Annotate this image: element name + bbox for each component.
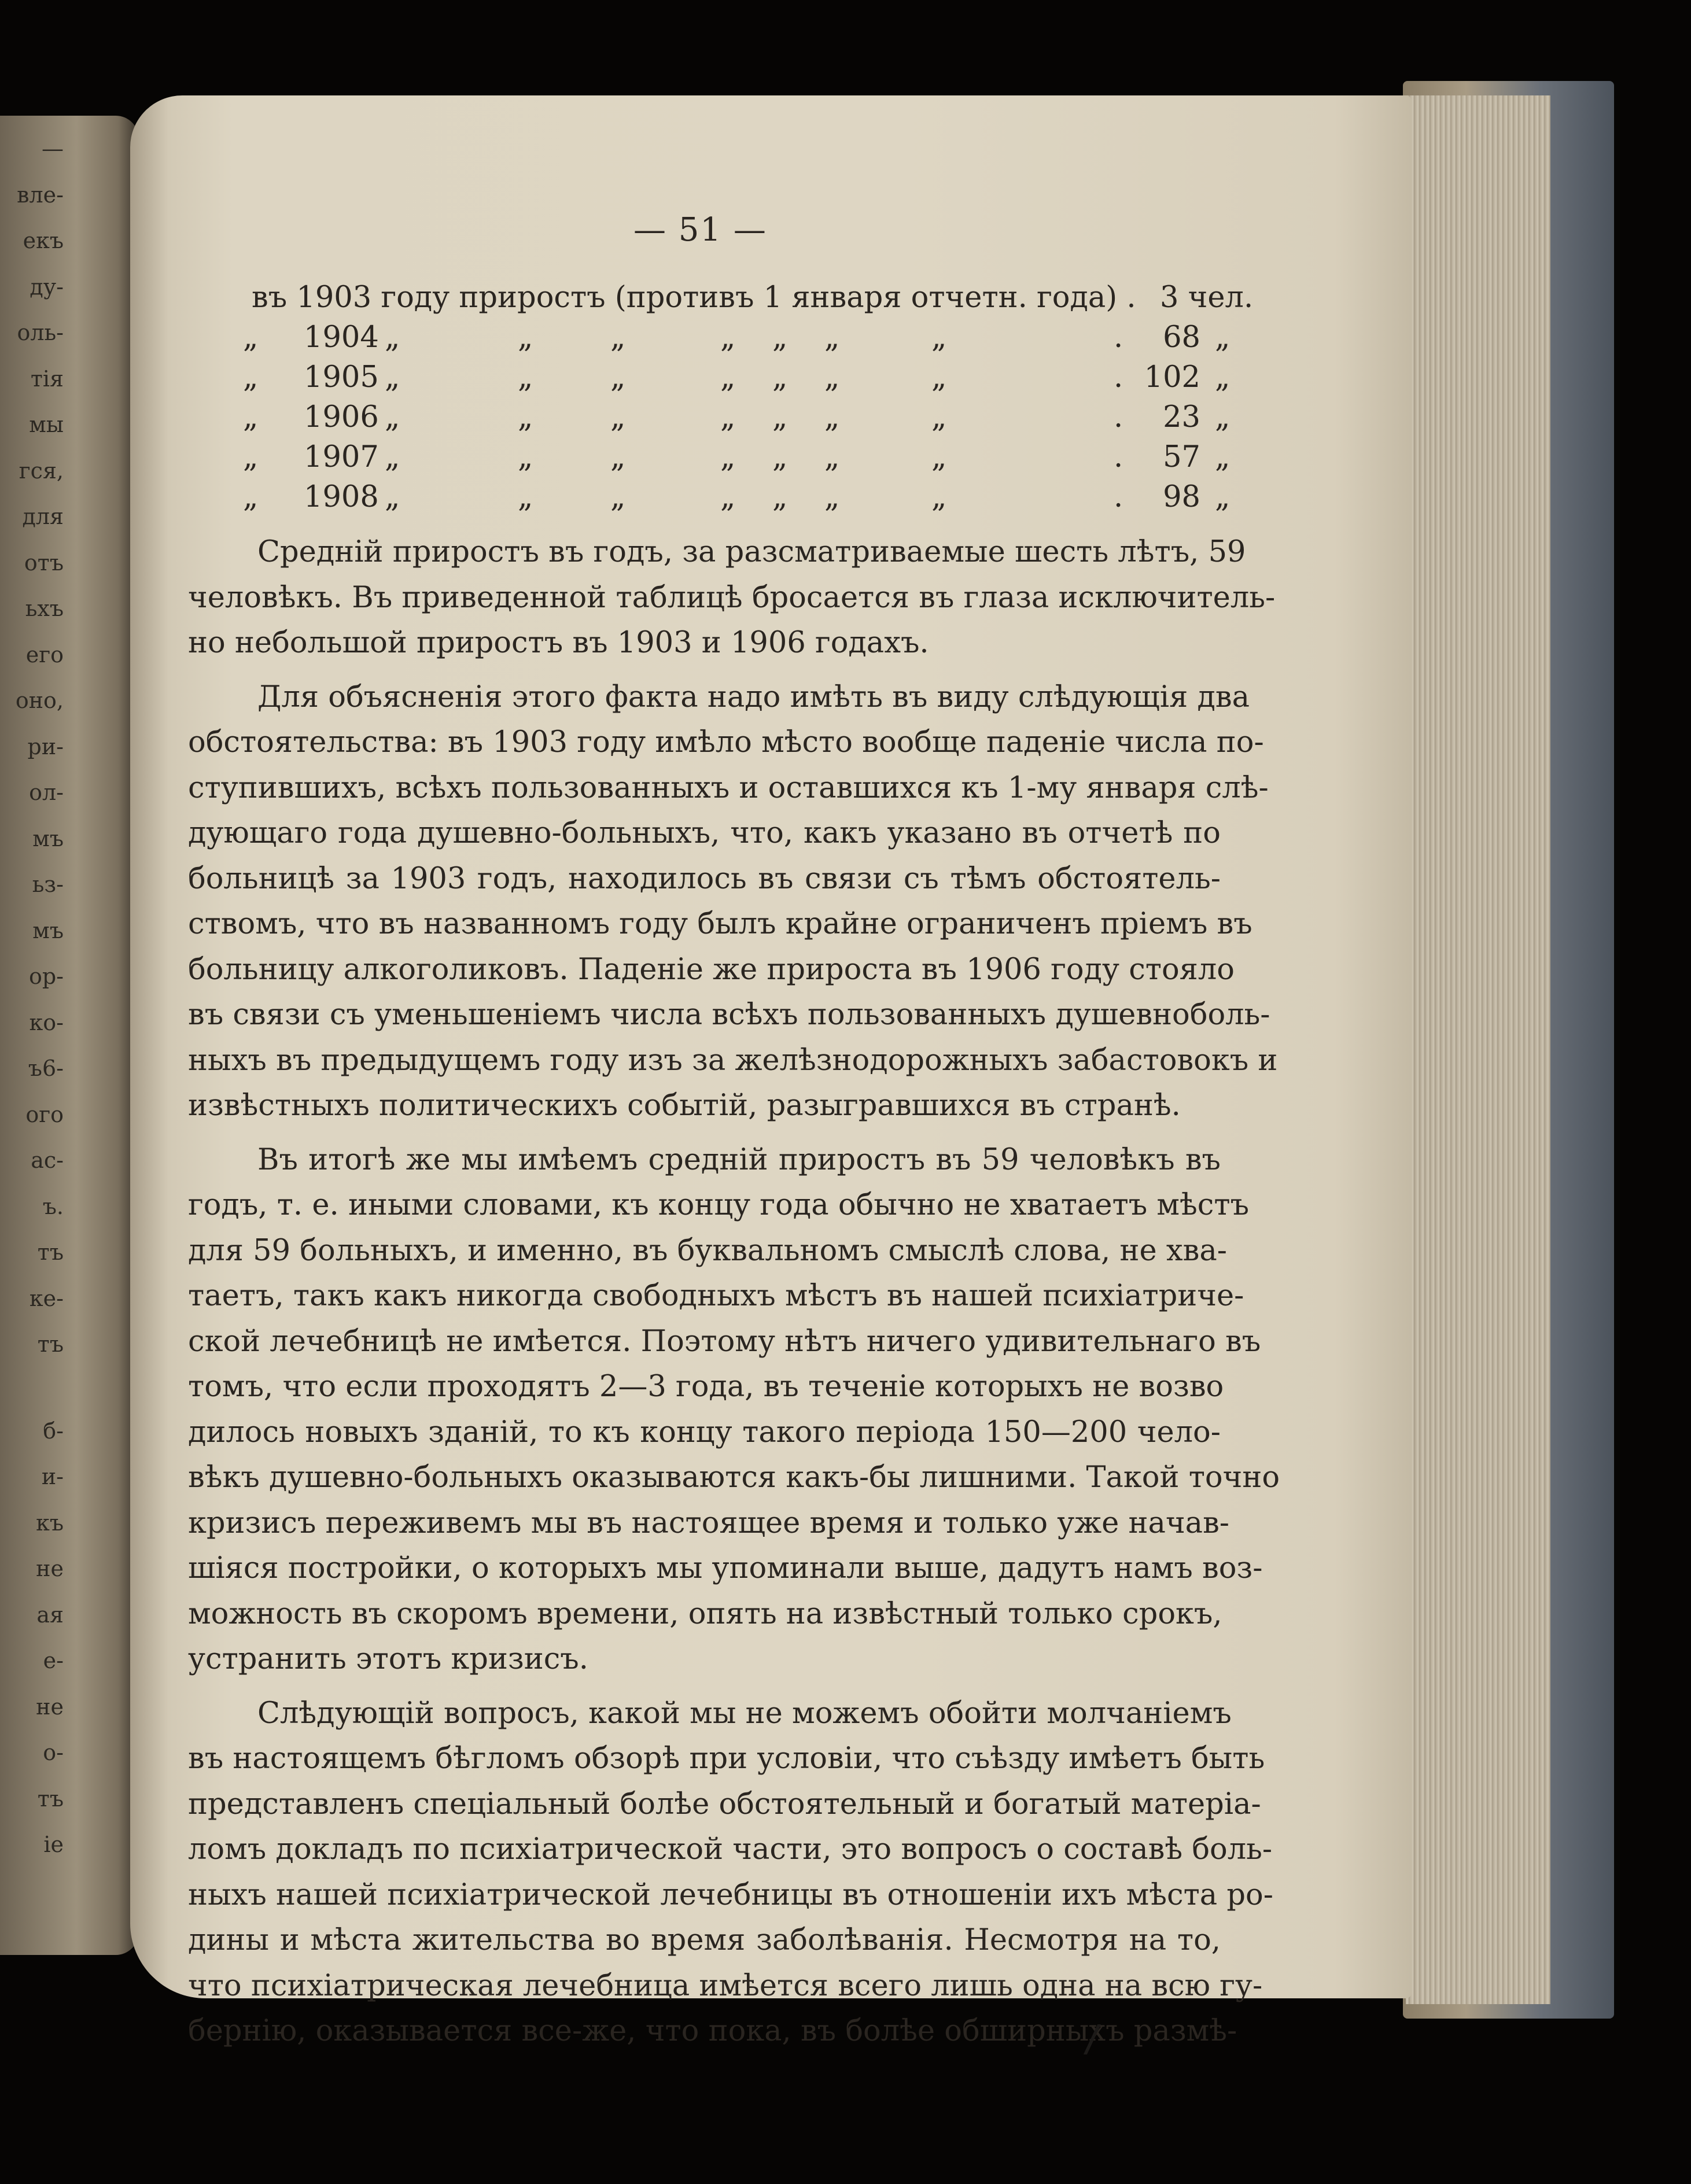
table-ditto-mark: „	[243, 400, 259, 434]
table-ditto-mark: „	[772, 360, 788, 394]
text-line: ныхъ нашей психіатрической лечебницы въ отношеніи ихъ мѣста ро-	[188, 1877, 1273, 1912]
table-ditto-mark: „	[518, 440, 533, 474]
left-margin-fragment: его	[25, 641, 64, 667]
left-margin-fragment: ко-	[29, 1009, 64, 1035]
text-line: Средній приростъ въ годъ, за разсматриваемые шесть лѣтъ, 59	[257, 535, 1246, 569]
text-line: Для объясненія этого факта надо имѣть въ виду слѣдующія два	[257, 680, 1250, 714]
left-margin-fragment: ри-	[27, 733, 64, 759]
table-ditto-mark: „	[824, 360, 840, 394]
text-line: кризисъ переживемъ мы въ настоящее время и только уже начав-	[188, 1506, 1230, 1540]
table-row-year: 1906	[304, 400, 379, 434]
text-line: въ настоящемъ бѣгломъ обзорѣ при условіи, что съѣзду имѣетъ быть	[188, 1742, 1265, 1776]
text-line: представленъ спеціальный болѣе обстоятельный и богатый матеріа-	[188, 1787, 1261, 1821]
table-ditto-mark: „	[610, 360, 626, 394]
table-ditto-mark: „	[1215, 360, 1231, 394]
table-ditto-mark: „	[824, 400, 840, 434]
table-ditto-mark: „	[243, 440, 259, 474]
text-line: вѣкъ душевно-больныхъ оказываются какъ-бы лишними. Такой точно	[188, 1460, 1280, 1495]
left-margin-fragment: мъ	[32, 825, 64, 851]
text-line: таетъ, такъ какъ никогда свободныхъ мѣстъ въ нашей психіатриче-	[188, 1279, 1244, 1313]
table-row-value: 68	[1163, 320, 1200, 355]
table-ditto-mark: „	[824, 320, 840, 355]
text-line: что психіатрическая лечебница имѣется всего лишь одна на всю гу-	[188, 1968, 1263, 2003]
page-edges	[1406, 95, 1550, 2004]
table-ditto-mark: „	[385, 480, 400, 514]
table-ditto-mark: „	[243, 360, 259, 394]
left-margin-fragment: ьхъ	[25, 596, 64, 621]
table-ditto-mark: „	[720, 400, 736, 434]
table-dot: .	[1114, 440, 1123, 474]
left-margin-fragment: отъ	[24, 549, 64, 575]
table-ditto-mark: „	[720, 320, 736, 355]
table-ditto-mark: „	[610, 320, 626, 355]
left-margin-fragment: іе	[43, 1832, 64, 1857]
table-ditto-mark: „	[1215, 480, 1231, 514]
text-line: въ связи съ уменьшеніемъ числа всѣхъ пользованныхъ душевноболь-	[188, 998, 1270, 1032]
text-line: дующаго года душевно-больныхъ, что, какъ указано въ отчетѣ по	[188, 816, 1221, 850]
text-line: для 59 больныхъ, и именно, въ буквальномъ смыслѣ слова, не хва-	[188, 1233, 1227, 1268]
text-line: больницу алкоголиковъ. Паденіе же прироста въ 1906 году стояло	[188, 952, 1235, 987]
table-ditto-mark: „	[385, 360, 400, 394]
table-ditto-mark: „	[1215, 440, 1231, 474]
table-ditto-mark: „	[610, 400, 626, 434]
table-ditto-mark: „	[772, 400, 788, 434]
table-ditto-mark: „	[518, 360, 533, 394]
table-ditto-mark: „	[518, 400, 533, 434]
left-margin-fragment: ого	[25, 1101, 64, 1127]
text-line: шіяся постройки, о которыхъ мы упоминали выше, дадутъ намъ воз-	[188, 1551, 1263, 1585]
table-ditto-mark: „	[385, 320, 400, 355]
left-margin-fragment: оль-	[17, 320, 64, 345]
left-margin-fragment: и-	[41, 1464, 64, 1489]
table-row-value: 23	[1163, 400, 1200, 434]
table-dot: .	[1114, 360, 1123, 394]
left-margin-fragment: мы	[29, 412, 64, 437]
table-row-value: 57	[1163, 440, 1200, 474]
left-margin-fragment: тія	[30, 366, 64, 392]
text-line: можность въ скоромъ времени, опять на извѣстный только срокъ,	[188, 1596, 1222, 1631]
left-margin-fragment: ор-	[28, 964, 64, 989]
page-number: — 51 —	[633, 211, 767, 249]
text-line: ныхъ въ предыдущемъ году изъ за желѣзнодорожныхъ забастовокъ и	[188, 1043, 1278, 1078]
text-line: ствомъ, что въ названномъ году былъ крайне ограниченъ пріемъ въ	[188, 907, 1252, 941]
table-ditto-mark: „	[610, 480, 626, 514]
left-margin-fragment: ке-	[29, 1285, 64, 1311]
left-margin-fragment: о-	[43, 1740, 64, 1765]
left-margin-fragment: вле-	[17, 182, 64, 208]
table-row-year: 1904	[304, 320, 379, 355]
table-ditto-mark: „	[610, 440, 626, 474]
left-margin-fragment: тъ	[37, 1785, 64, 1812]
left-margin-fragment: ол-	[29, 780, 64, 805]
left-margin-fragment: тъ	[37, 1239, 64, 1265]
left-margin-fragment: ъ6-	[28, 1056, 64, 1081]
table-row-year: 1905	[304, 360, 379, 394]
left-margin-fragment: мъ	[32, 917, 64, 943]
text-line: Слѣдующій вопросъ, какой мы не можемъ обойти молчаніемъ	[257, 1696, 1232, 1731]
table-ditto-mark: „	[518, 320, 533, 355]
text-line: годъ, т. е. иными словами, къ концу года обычно не хватаетъ мѣстъ	[188, 1188, 1250, 1222]
table-ditto-mark: „	[931, 360, 947, 394]
adjacent-left-page	[0, 116, 139, 1955]
table-ditto-mark: „	[772, 320, 788, 355]
text-line: Въ итогѣ же мы имѣемъ средній приростъ въ 59 человѣкъ въ	[257, 1142, 1221, 1177]
left-margin-fragment: тъ	[37, 1331, 64, 1357]
table-dot: .	[1114, 320, 1123, 355]
text-line: дилось новыхъ зданій, то къ концу такого періода 150—200 чело-	[188, 1415, 1221, 1449]
text-line: устранить этотъ кризисъ.	[188, 1642, 588, 1676]
left-margin-fragment: екъ	[23, 228, 64, 253]
table-ditto-mark: „	[243, 320, 259, 355]
left-margin-fragment: —	[42, 136, 64, 161]
left-margin-fragment: гся,	[19, 458, 64, 484]
table-ditto-mark: „	[720, 440, 736, 474]
left-margin-fragment: не	[36, 1556, 64, 1581]
text-line: бернію, оказывается все-же, что пока, въ болѣе обширныхъ размѣ-	[188, 2014, 1237, 2048]
table-row-value: 98	[1163, 480, 1200, 514]
left-margin-fragment: ду-	[30, 274, 64, 300]
left-margin-fragment: ая	[36, 1602, 64, 1628]
table-ditto-mark: „	[385, 440, 400, 474]
text-line: ской лечебницѣ не имѣется. Поэтому нѣтъ ничего удивительнаго въ	[188, 1324, 1261, 1359]
table-dot: .	[1114, 400, 1123, 434]
table-first-row-label: въ 1903 году приростъ (противъ 1 января отчетн. года) .	[252, 281, 1136, 315]
table-ditto-mark: „	[931, 320, 947, 355]
table-ditto-mark: „	[772, 480, 788, 514]
table-ditto-mark: „	[385, 400, 400, 434]
text-line: обстоятельства: въ 1903 году имѣло мѣсто вообще паденіе числа по-	[188, 725, 1264, 759]
table-ditto-mark: „	[931, 440, 947, 474]
table-dot: .	[1114, 480, 1123, 514]
table-first-row-value: 3 чел.	[1160, 281, 1254, 315]
text-line: но небольшой приростъ въ 1903 и 1906 годахъ.	[188, 626, 929, 660]
left-margin-fragment: ьз-	[32, 872, 64, 897]
table-ditto-mark: „	[518, 480, 533, 514]
table-ditto-mark: „	[772, 440, 788, 474]
text-line: томъ, что если проходятъ 2—3 года, въ теченіе которыхъ не возво	[188, 1370, 1224, 1404]
table-ditto-mark: „	[931, 400, 947, 434]
table-ditto-mark: „	[1215, 400, 1231, 434]
table-row-year: 1907	[304, 440, 379, 474]
text-line: извѣстныхъ политическихъ событій, разыгравшихся въ странѣ.	[188, 1089, 1181, 1123]
table-ditto-mark: „	[720, 360, 736, 394]
table-ditto-mark: „	[720, 480, 736, 514]
table-ditto-mark: „	[824, 440, 840, 474]
left-margin-fragment: для	[22, 504, 64, 529]
left-margin-fragment: къ	[36, 1510, 64, 1536]
table-row-year: 1908	[304, 480, 379, 514]
text-line: ломъ докладъ по психіатрической части, это вопросъ о составѣ боль-	[188, 1832, 1273, 1866]
book-page	[130, 95, 1412, 2048]
left-margin-fragment: не	[36, 1694, 64, 1720]
text-line: человѣкъ. Въ приведенной таблицѣ бросается въ глаза исключитель-	[188, 580, 1276, 615]
table-ditto-mark: „	[931, 480, 947, 514]
left-margin-fragment: ас-	[31, 1148, 64, 1173]
table-row-value: 102	[1144, 360, 1200, 394]
text-line: больницѣ за 1903 годъ, находилось въ связи съ тѣмъ обстоятель-	[188, 861, 1221, 896]
left-margin-fragment: оно,	[15, 688, 64, 713]
left-margin-fragment: е-	[43, 1648, 64, 1673]
text-line: ступившихъ, всѣхъ пользованныхъ и оставшихся къ 1-му января слѣ-	[188, 770, 1269, 805]
table-ditto-mark: „	[824, 480, 840, 514]
text-line: дины и мѣста жительства во время заболѣванія. Несмотря на то,	[188, 1923, 1221, 1957]
left-margin-fragment: ъ.	[42, 1193, 64, 1219]
table-ditto-mark: „	[1215, 320, 1231, 355]
table-ditto-mark: „	[243, 480, 259, 514]
left-margin-fragment: б-	[43, 1418, 64, 1444]
